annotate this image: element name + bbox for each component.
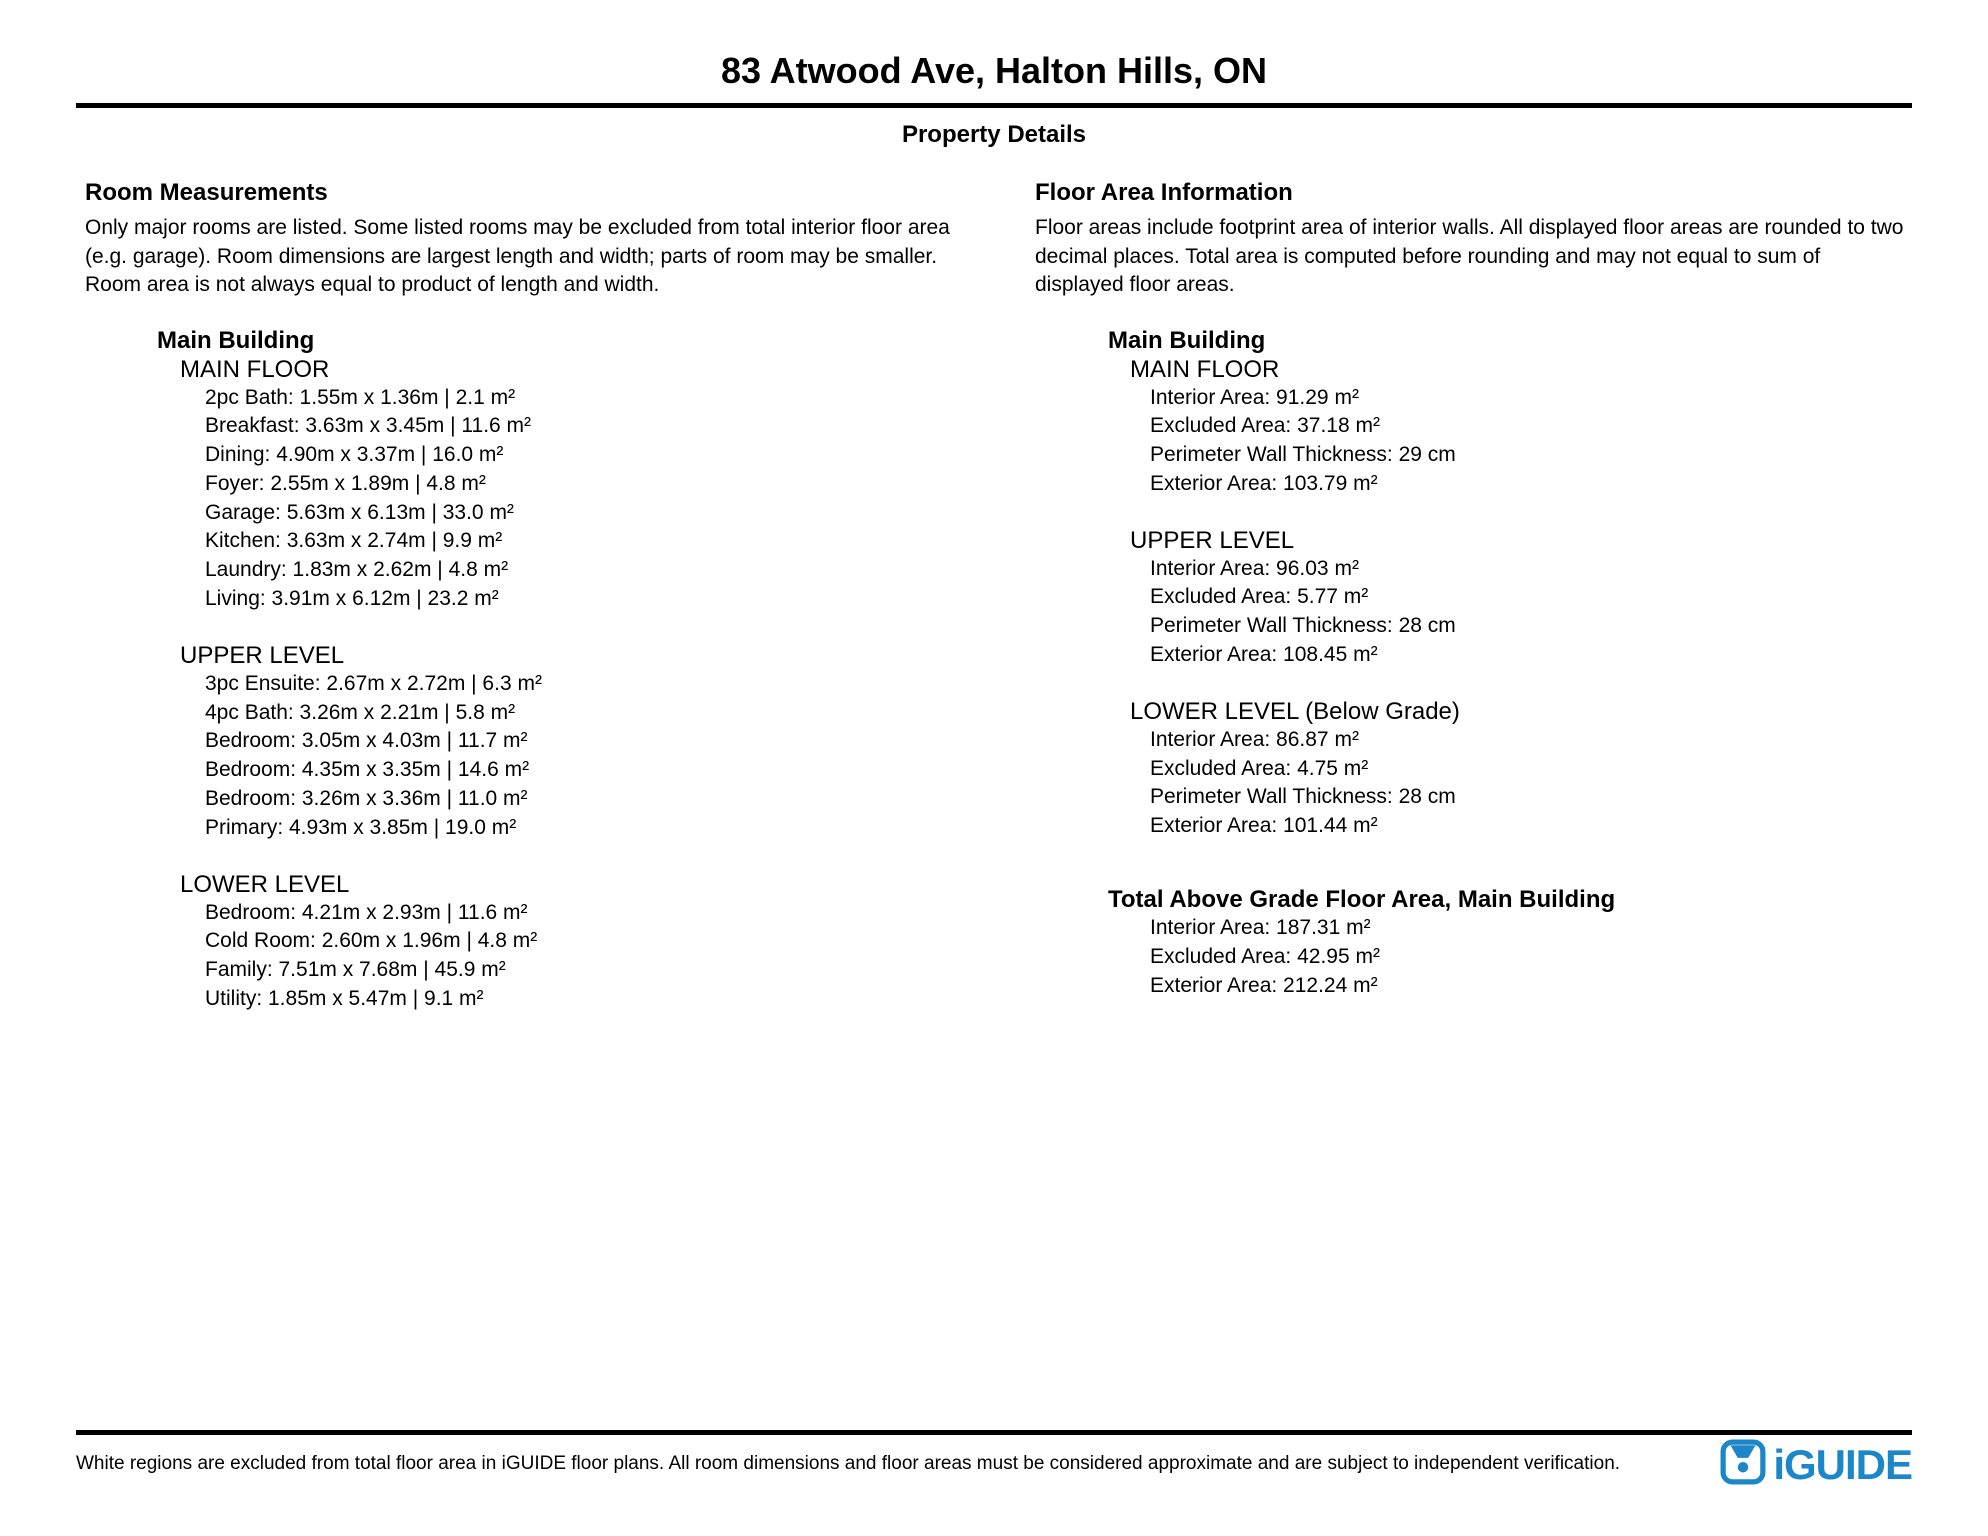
floor-area-stat-list <box>1035 384 1912 499</box>
area-floor-section-main-floor <box>1035 355 1912 499</box>
room-measurement-line: Dining: 4.90m x 3.37m | 16.0 m² <box>205 443 504 467</box>
area-floor-section-upper-level <box>1035 526 1912 670</box>
room-measurements-section <box>76 179 1035 1014</box>
floor-area-stat-line: Excluded Area: 37.18 m² <box>1150 414 1380 438</box>
room-measurement-line: 3pc Ensuite: 2.67m x 2.72m | 6.3 m² <box>205 671 542 695</box>
iguide-camera-icon <box>1720 1439 1766 1490</box>
floor-name: UPPER LEVEL <box>180 641 345 669</box>
footer-rule <box>76 1430 1912 1435</box>
room-floor-section-lower-level <box>85 870 1035 1014</box>
room-measurements-heading: Room Measurements <box>85 179 328 206</box>
building-name: Main Building <box>1108 326 1266 354</box>
room-measurement-line: Living: 3.91m x 6.12m | 23.2 m² <box>205 587 499 611</box>
room-floor-section-main-floor <box>85 355 1035 614</box>
page-subtitle: Property Details <box>901 121 1087 148</box>
floor-area-information-section <box>1035 179 1912 1014</box>
room-measurement-line: Bedroom: 3.26m x 3.36m | 11.0 m² <box>205 787 528 811</box>
floor-area-stat-line: Interior Area: 86.87 m² <box>1150 727 1359 751</box>
floor-area-stat-line: Perimeter Wall Thickness: 28 cm <box>1150 614 1456 638</box>
room-measurement-line: Laundry: 1.83m x 2.62m | 4.8 m² <box>205 558 509 582</box>
room-measurements-description: Only major rooms are listed. Some listed rooms may be excluded from total interior floor area (e.g. garage). Room dimensions are largest length and width; parts of room may be smaller. Room area is not always equal to product of length and width. <box>85 216 950 296</box>
room-measurement-line: Cold Room: 2.60m x 1.96m | 4.8 m² <box>205 929 538 953</box>
total-stat-list <box>1035 914 1912 1000</box>
room-list <box>85 384 1035 614</box>
room-list <box>85 670 1035 843</box>
page-footer <box>76 1430 1912 1490</box>
room-measurement-line: Family: 7.51m x 7.68m | 45.9 m² <box>205 958 506 982</box>
floor-area-stat-line: Exterior Area: 103.79 m² <box>1150 471 1378 495</box>
area-floor-section-lower-level <box>1035 697 1912 841</box>
total-above-grade-heading: Total Above Grade Floor Area, Main Building <box>1108 886 1616 914</box>
floor-area-stat-line: Excluded Area: 5.77 m² <box>1150 585 1369 609</box>
floor-area-stat-line: Interior Area: 96.03 m² <box>1150 556 1359 580</box>
floor-area-stat-line: Perimeter Wall Thickness: 28 cm <box>1150 785 1456 809</box>
floor-name: MAIN FLOOR <box>1130 355 1280 383</box>
floor-area-information-heading: Floor Area Information <box>1035 179 1293 206</box>
floor-area-stat-line: Exterior Area: 101.44 m² <box>1150 814 1378 838</box>
room-measurement-line: Garage: 5.63m x 6.13m | 33.0 m² <box>205 500 514 524</box>
room-measurement-line: Bedroom: 4.35m x 3.35m | 14.6 m² <box>205 758 530 782</box>
floor-name: LOWER LEVEL (Below Grade) <box>1130 697 1460 725</box>
room-measurement-line: Utility: 1.85m x 5.47m | 9.1 m² <box>205 987 484 1011</box>
floor-area-stat-line: Perimeter Wall Thickness: 29 cm <box>1150 443 1456 467</box>
floor-area-stat-line: Excluded Area: 4.75 m² <box>1150 756 1369 780</box>
floor-name: LOWER LEVEL <box>180 870 350 898</box>
floor-name: UPPER LEVEL <box>1130 526 1295 554</box>
room-measurement-line: Kitchen: 3.63m x 2.74m | 9.9 m² <box>205 529 503 553</box>
room-list <box>85 899 1035 1014</box>
page-title: 83 Atwood Ave, Halton Hills, ON <box>720 50 1268 91</box>
footer-disclaimer: White regions are excluded from total floor area in iGUIDE floor plans. All room dimensions and floor areas must be considered approximate and are subject to independent verification. <box>76 1453 1621 1474</box>
floor-area-stat-line: Interior Area: 91.29 m² <box>1150 385 1359 409</box>
footer-row <box>76 1439 1912 1490</box>
room-measurement-line: Primary: 4.93m x 3.85m | 19.0 m² <box>205 815 517 839</box>
room-measurement-line: 2pc Bath: 1.55m x 1.36m | 2.1 m² <box>205 385 516 409</box>
page-header <box>0 0 1988 149</box>
floor-area-stat-line: Exterior Area: 108.45 m² <box>1150 643 1378 667</box>
floor-area-stat-list <box>1035 555 1912 670</box>
total-stat-line: Interior Area: 187.31 m² <box>1150 916 1371 940</box>
total-stat-line: Excluded Area: 42.95 m² <box>1150 944 1380 968</box>
room-measurement-line: Bedroom: 4.21m x 2.93m | 11.6 m² <box>205 900 528 924</box>
floor-name: MAIN FLOOR <box>180 355 330 383</box>
room-floor-section-upper-level <box>85 641 1035 843</box>
iguide-logo <box>1720 1439 1912 1490</box>
content-columns <box>0 179 1988 1014</box>
iguide-logo-text: iGUIDE <box>1773 1440 1912 1488</box>
total-stat-line: Exterior Area: 212.24 m² <box>1150 973 1378 997</box>
header-rule <box>76 103 1912 108</box>
total-above-grade-section <box>1035 885 1912 1000</box>
floor-area-stat-list <box>1035 726 1912 841</box>
building-name: Main Building <box>157 326 315 354</box>
room-measurement-line: Breakfast: 3.63m x 3.45m | 11.6 m² <box>205 414 532 438</box>
room-measurement-line: Bedroom: 3.05m x 4.03m | 11.7 m² <box>205 729 528 753</box>
floor-area-information-description: Floor areas include footprint area of interior walls. All displayed floor areas are rounded to two decimal places. Total area is computed before rounding and may not equal to sum of displayed floor areas. <box>1035 216 1904 296</box>
room-measurement-line: 4pc Bath: 3.26m x 2.21m | 5.8 m² <box>205 700 516 724</box>
room-measurement-line: Foyer: 2.55m x 1.89m | 4.8 m² <box>205 471 486 495</box>
